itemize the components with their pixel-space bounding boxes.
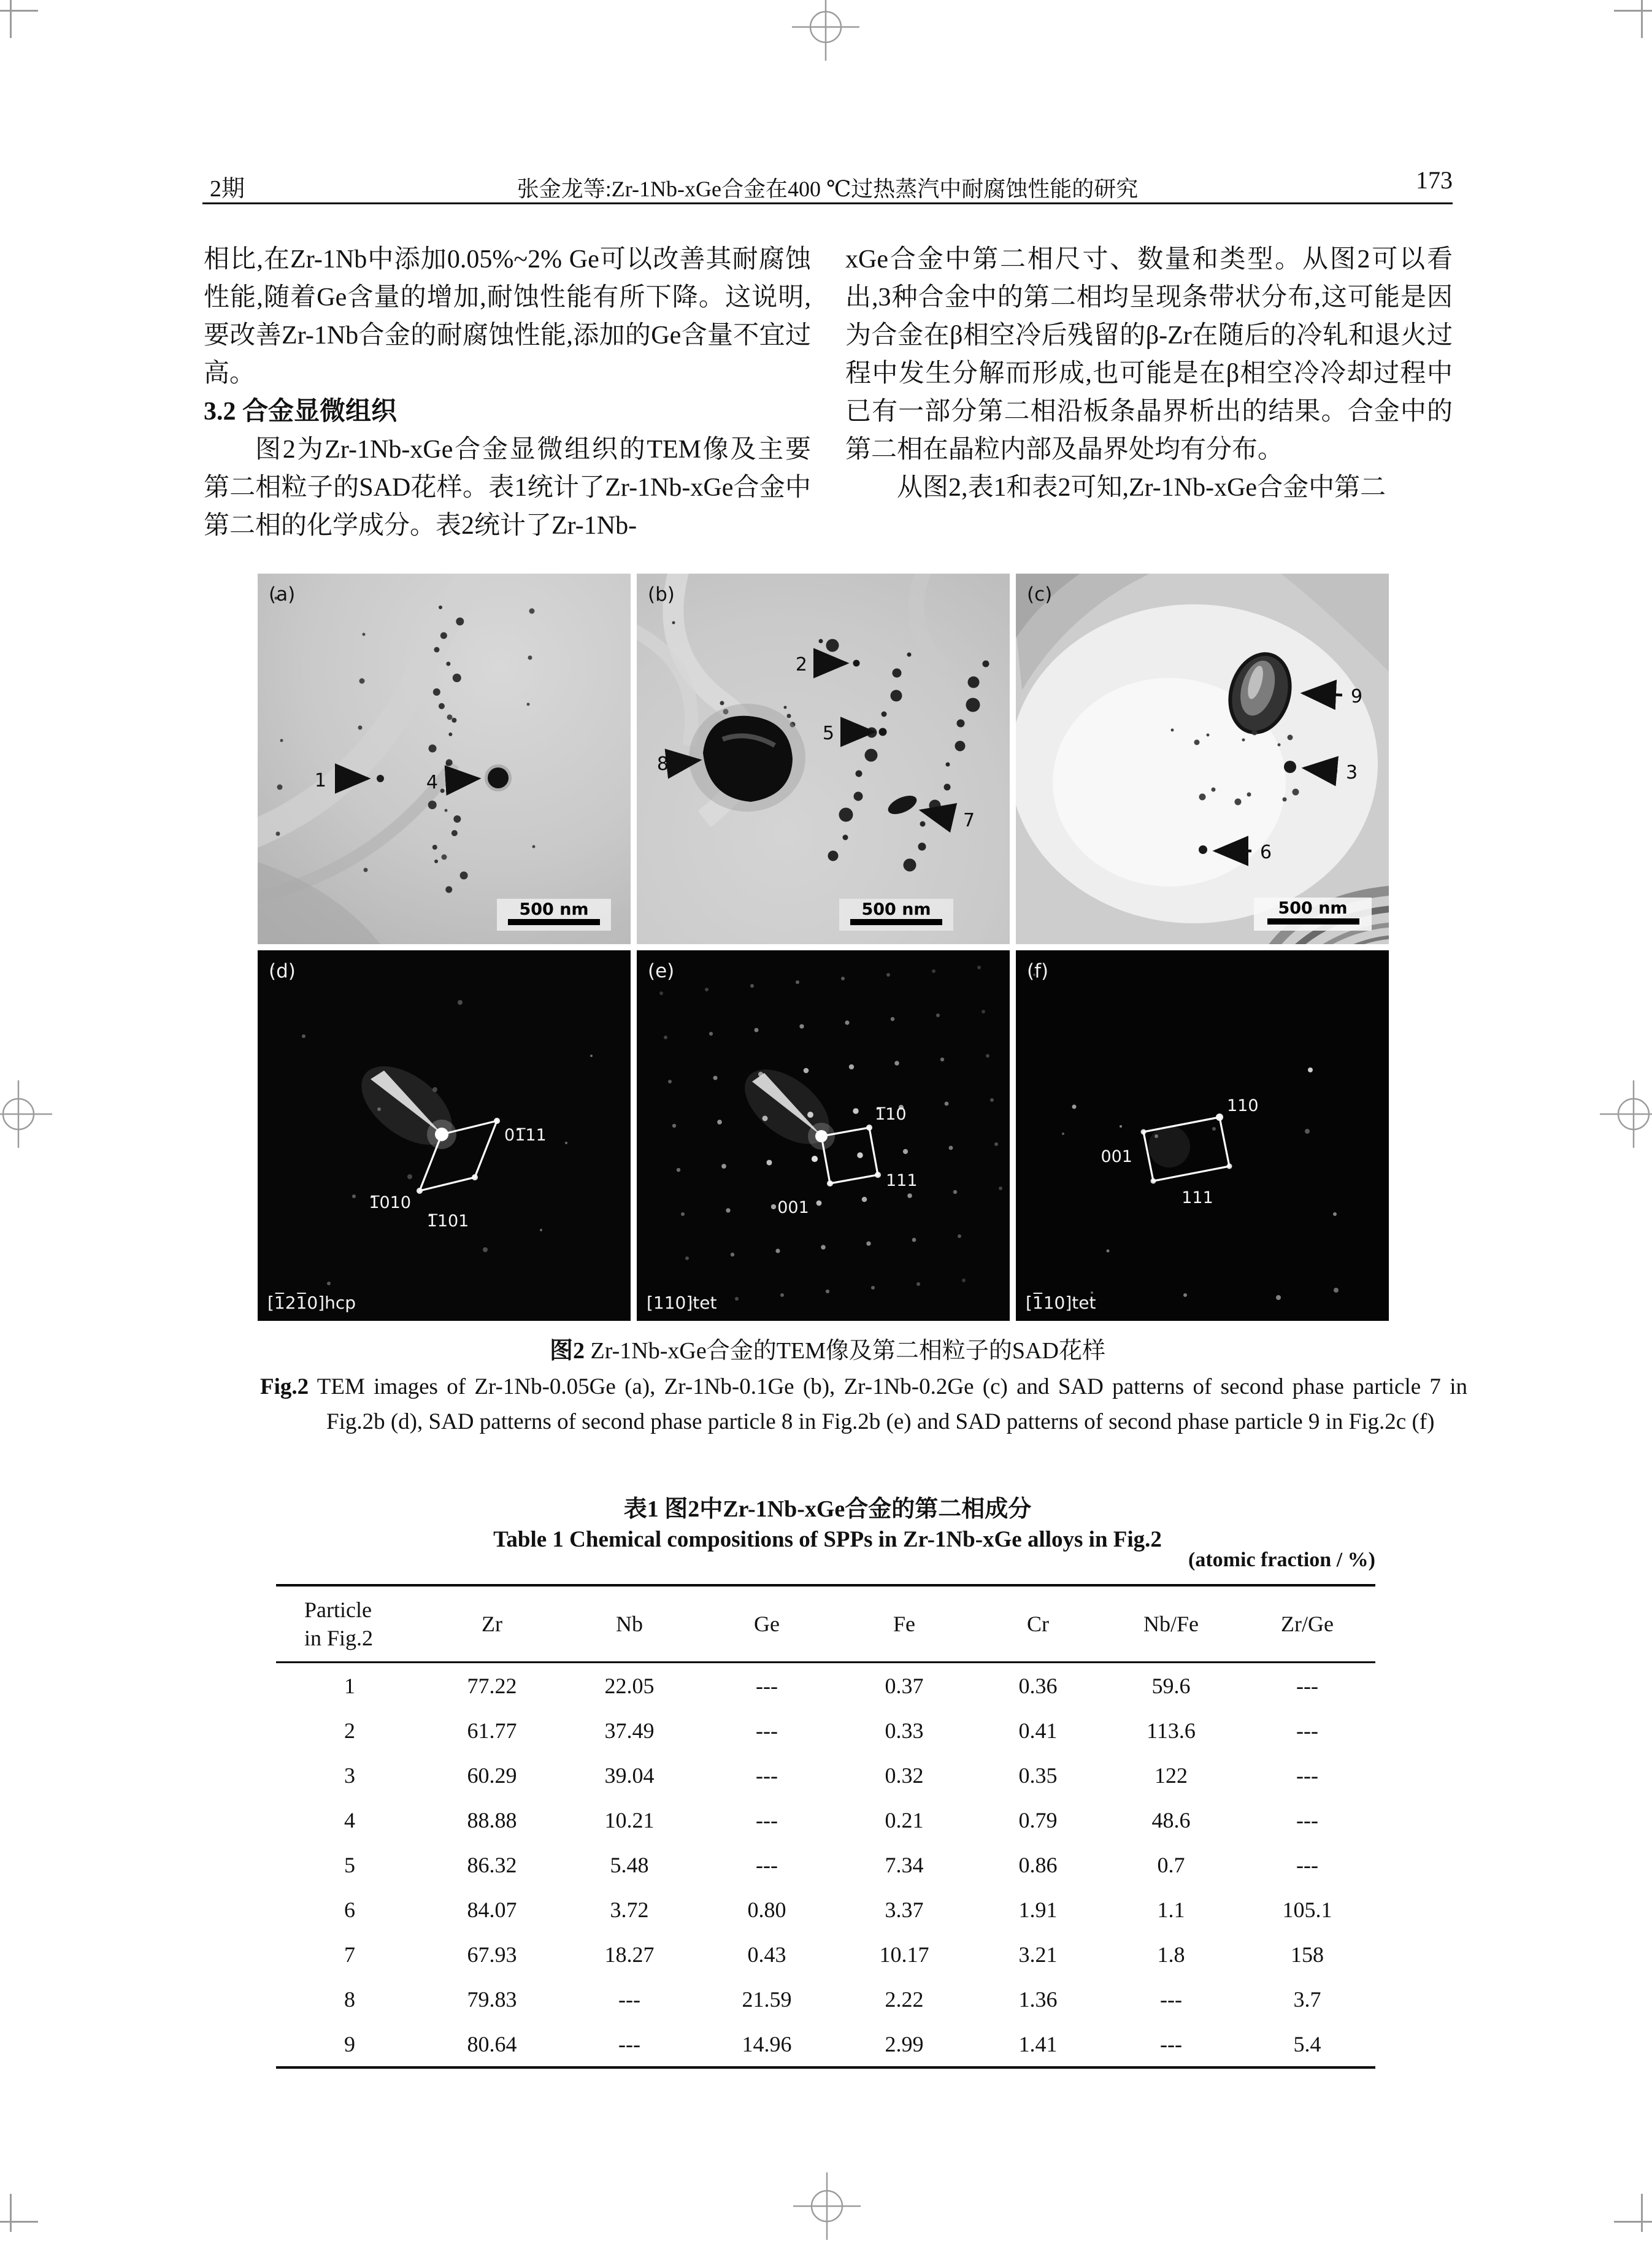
cell: 3.72 [610, 1897, 649, 1922]
scalebar-c [1267, 918, 1359, 925]
cell: 77.22 [467, 1673, 517, 1698]
table-row [276, 1708, 1375, 1753]
tem-image-c [1016, 574, 1389, 944]
cell: 88.88 [467, 1807, 517, 1833]
figure-caption-en [260, 1369, 1467, 1439]
cell: 5.4 [1293, 2031, 1321, 2056]
column-header-particle-line1: Particle [304, 1598, 372, 1622]
cell: 2.99 [885, 2031, 924, 2056]
panel-label-d: (d) [269, 960, 296, 982]
marker-label-2: 2 [795, 654, 807, 675]
figure-caption-zh [202, 1331, 1453, 1365]
paragraph: xGe合金中第二相尺寸、数量和类型。从图2可以看出,3种合金中的第二相均呈现条带状分布,这可能是因为合金在β相空冷后残留的β-Zr在随后的冷轧和退火过程中发生分解而形成,也可能是在β相空冷冷却过程中已有一部分第二相沿板条晶界析出的结果。合金中的第二相在晶粒内部及晶界处均有分布。 [845, 245, 1453, 464]
cell: 61.77 [467, 1718, 517, 1743]
scalebar-label-c: 500 nm [1278, 899, 1348, 918]
column-header-nbfe: Nb/Fe [1103, 1585, 1239, 1663]
table-row [276, 2021, 1375, 2067]
particle-6 [1199, 845, 1207, 854]
tem-image-b [637, 574, 1010, 944]
cell: 84.07 [467, 1897, 517, 1922]
index-label: 1̅10 [875, 1105, 907, 1124]
table-row [276, 1842, 1375, 1887]
header-rule [202, 202, 1453, 204]
scalebar-label-b: 500 nm [861, 900, 931, 919]
cell: 10.21 [604, 1807, 655, 1833]
panel-label-b: (b) [648, 583, 675, 606]
table-row [276, 1887, 1375, 1932]
cell: 39.04 [604, 1763, 655, 1788]
particle-3 [1284, 761, 1296, 773]
cell: --- [1160, 1986, 1182, 2012]
crop-mark-bottom-left-v [10, 2194, 12, 2232]
figure-caption-zh-label: 图2 [550, 1338, 585, 1364]
sad-pattern-f [1016, 950, 1389, 1321]
cell: 1.41 [1018, 2031, 1058, 2056]
index-label: 111 [1181, 1188, 1213, 1207]
cell: 3.7 [1293, 1986, 1321, 2012]
table-title-en: Table 1 Chemical compositions of SPPs in Zr-1Nb-xGe alloys in Fig.2 [493, 1527, 1162, 1552]
cell: --- [1296, 1763, 1318, 1788]
cell: 1.36 [1018, 1986, 1058, 2012]
tem-image-a [258, 574, 631, 944]
cell: --- [1160, 2031, 1182, 2056]
cell: 0.35 [1018, 1763, 1058, 1788]
cell: 105.1 [1282, 1897, 1332, 1922]
column-header-cr: Cr [973, 1585, 1103, 1663]
registration-mark-left [0, 1077, 55, 1151]
spp-composition-table [276, 1584, 1375, 2069]
cell: 3 [344, 1763, 355, 1788]
cell: 1.1 [1157, 1897, 1185, 1922]
marker-label-3: 3 [1346, 762, 1358, 783]
index-label: 001 [777, 1198, 809, 1217]
column-left [204, 240, 811, 545]
sad-pattern-e [637, 950, 1010, 1321]
figure-panel-f [1016, 950, 1389, 1321]
column-header-particle [276, 1585, 423, 1663]
cell: 5 [344, 1852, 355, 1877]
column-header-zr: Zr [423, 1585, 561, 1663]
cell: 86.32 [467, 1852, 517, 1877]
table-row [276, 1977, 1375, 2021]
figure-panel-e [637, 950, 1010, 1321]
running-title: 张金龙等:Zr-1Nb-xGe合金在400 ℃过热蒸汽中耐腐蚀性能的研究 [517, 177, 1139, 201]
registration-mark-right [1597, 1077, 1652, 1151]
zone-axis-label: [110]tet [647, 1293, 717, 1313]
table-row [276, 1798, 1375, 1842]
page-number: 173 [1416, 166, 1453, 194]
figure-caption-zh-text: Zr-1Nb-xGe合金的TEM像及第二相粒子的SAD花样 [590, 1338, 1105, 1364]
figure-caption-en-text: TEM images of Zr-1Nb-0.05Ge (a), Zr-1Nb-0.1Ge (b), Zr-1Nb-0.2Ge (c) and SAD patterns of second phase particle 7 in Fig.2b (d), SAD patterns of second phase particle 8 in Fig.2b (e) and SAD patterns of second phase particle 9 in Fig.2c (f) [317, 1374, 1467, 1434]
panel-label-a: (a) [269, 583, 296, 606]
figure-panel-a [258, 574, 631, 944]
crop-mark-bottom-right-h [1614, 2221, 1652, 2223]
cell: --- [756, 1763, 778, 1788]
table-row [276, 1932, 1375, 1977]
table-title-zh: 表1 图2中Zr-1Nb-xGe合金的第二相成分 [623, 1496, 1032, 1522]
column-header-particle-line2: in Fig.2 [304, 1626, 374, 1650]
cell: --- [756, 1807, 778, 1833]
crop-mark-bottom-left-h [0, 2221, 38, 2223]
column-right [845, 240, 1453, 507]
index-label: 001 [1101, 1147, 1132, 1166]
marker-label-1: 1 [314, 770, 326, 791]
cell: 60.29 [467, 1763, 517, 1788]
cell: 0.41 [1018, 1718, 1058, 1743]
cell: 80.64 [467, 2031, 517, 2056]
cell: 0.7 [1157, 1852, 1185, 1877]
issue-label: 2期 [210, 176, 245, 202]
cell: --- [1296, 1718, 1318, 1743]
cell: --- [1296, 1673, 1318, 1698]
cell: --- [756, 1673, 778, 1698]
panel-label-e: (e) [648, 960, 675, 982]
column-header-fe: Fe [836, 1585, 973, 1663]
cell: 22.05 [604, 1673, 655, 1698]
zone-axis-label: [1̅10]tet [1026, 1293, 1096, 1313]
marker-label-8: 8 [656, 753, 669, 775]
cell: 0.86 [1018, 1852, 1058, 1877]
index-label: 01̅11 [504, 1126, 547, 1145]
crop-mark-top-right-v [1641, 0, 1643, 38]
cell: 18.27 [604, 1942, 655, 1967]
cell: 0.21 [885, 1807, 924, 1833]
cell: 0.33 [885, 1718, 924, 1743]
paragraph: 图2为Zr-1Nb-xGe合金显微组织的TEM像及主要第二相粒子的SAD花样。表1统计了Zr-1Nb-xGe合金中第二相的化学成分。表2统计了Zr-1Nb- [204, 436, 811, 540]
cell: 0.80 [747, 1897, 786, 1922]
cell: 0.79 [1018, 1807, 1058, 1833]
table-unit-note: (atomic fraction / %) [1188, 1548, 1375, 1571]
crop-mark-top-left-v [10, 0, 12, 38]
cell: 48.6 [1151, 1807, 1191, 1833]
column-header-ge: Ge [698, 1585, 836, 1663]
cell: 2 [344, 1718, 355, 1743]
scalebar-b [850, 919, 942, 925]
cell: 158 [1291, 1942, 1324, 1967]
cell: 67.93 [467, 1942, 517, 1967]
cell: 21.59 [742, 1986, 792, 2012]
figure-caption-en-label: Fig.2 [260, 1374, 309, 1399]
cell: 79.83 [467, 1986, 517, 2012]
spp-table-wrapper [276, 1584, 1375, 2069]
cell: 113.6 [1147, 1718, 1196, 1743]
figure-panel-d [258, 950, 631, 1321]
cell: 3.37 [885, 1897, 924, 1922]
marker-label-9: 9 [1351, 686, 1363, 707]
cell: --- [1296, 1807, 1318, 1833]
index-label: 1̅010 [369, 1193, 411, 1212]
table-row [276, 1753, 1375, 1798]
scalebar-label-a: 500 nm [519, 900, 589, 919]
cell: 5.48 [610, 1852, 649, 1877]
index-label: 110 [1227, 1096, 1259, 1115]
figure-panel-c [1016, 574, 1389, 944]
cell: 1.91 [1018, 1897, 1058, 1922]
crop-mark-top-left-h [0, 10, 38, 12]
cell: 0.43 [747, 1942, 786, 1967]
cell: 10.17 [879, 1942, 929, 1967]
column-header-zrge: Zr/Ge [1239, 1585, 1375, 1663]
column-header-nb: Nb [561, 1585, 698, 1663]
cell: 1 [344, 1673, 355, 1698]
scalebar-a [508, 919, 600, 925]
cell: --- [756, 1718, 778, 1743]
sad-pattern-d [258, 950, 631, 1321]
cell: 9 [344, 2031, 355, 2056]
cell: 59.6 [1151, 1673, 1191, 1698]
cell: 3.21 [1018, 1942, 1058, 1967]
cell: --- [618, 1986, 640, 2012]
cell: 0.32 [885, 1763, 924, 1788]
cell: --- [618, 2031, 640, 2056]
section-heading: 3.2 合金显微组织 [204, 398, 398, 426]
index-label: 1̅101 [426, 1212, 469, 1231]
cell: 0.36 [1018, 1673, 1058, 1698]
marker-label-5: 5 [822, 723, 834, 744]
crop-mark-top-right-h [1614, 10, 1652, 12]
table-row [276, 1663, 1375, 1709]
crop-mark-bottom-right-v [1641, 2194, 1643, 2232]
cell: 8 [344, 1986, 355, 2012]
figure-panel-b [637, 574, 1010, 944]
cell: 4 [344, 1807, 355, 1833]
paragraph: 相比,在Zr-1Nb中添加0.05%~2% Ge可以改善其耐腐蚀性能,随着Ge含量的增加,耐蚀性能有所下降。这说明,要改善Zr-1Nb合金的耐腐蚀性能,添加的Ge含量不宜过高。 [204, 245, 811, 388]
paragraph: 从图2,表1和表2可知,Zr-1Nb-xGe合金中第二 [897, 474, 1386, 502]
cell: 7 [344, 1942, 355, 1967]
marker-label-7: 7 [963, 810, 975, 831]
cell: 1.8 [1157, 1942, 1185, 1967]
cell: 6 [344, 1897, 355, 1922]
figure-2 [258, 574, 1389, 1321]
panel-label-f: (f) [1027, 960, 1049, 982]
cell: 14.96 [742, 2031, 792, 2056]
cell: 122 [1154, 1763, 1188, 1788]
panel-label-c: (c) [1027, 583, 1053, 606]
cell: 37.49 [604, 1718, 655, 1743]
cell: 7.34 [885, 1852, 924, 1877]
registration-mark-top [789, 0, 862, 64]
cell: --- [1296, 1852, 1318, 1877]
zone-axis-label: [1̅21̅0]hcp [267, 1293, 356, 1313]
table-header-row [276, 1585, 1375, 1663]
cell: 2.22 [885, 1986, 924, 2012]
marker-label-6: 6 [1260, 842, 1272, 863]
registration-mark-bottom [790, 2169, 864, 2243]
cell: 0.37 [885, 1673, 924, 1698]
cell: --- [756, 1852, 778, 1877]
index-label: 111 [886, 1171, 918, 1190]
marker-label-4: 4 [426, 772, 438, 793]
